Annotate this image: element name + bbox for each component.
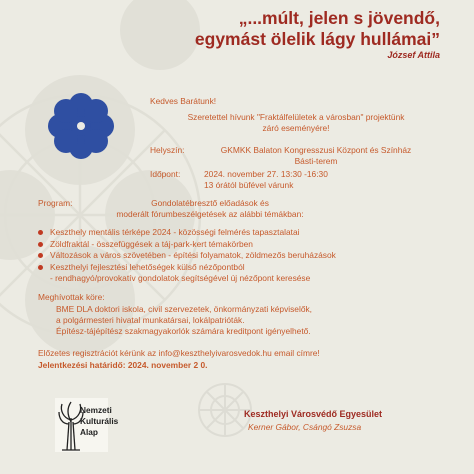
time-label: Időpont: <box>150 169 181 179</box>
program-label: Program: <box>38 198 73 208</box>
bullet-icon <box>38 265 43 270</box>
nka-logo-text <box>80 405 118 438</box>
program-line-1: Gondolatébresztő előadások és <box>151 198 269 208</box>
invited-line: BME DLA doktori iskola, civil szervezetek, önkormányzati képviselők, <box>56 304 313 314</box>
venue-value <box>196 145 436 166</box>
invited-line: Építész-tájépítész szakmagyakorlók számára kreditpont igényelhető. <box>56 326 311 336</box>
logo-line-3: Alap <box>80 427 98 437</box>
program-line-2: moderált fórumbeszélgetések az alábbi témákban: <box>116 208 304 219</box>
quote <box>195 8 440 50</box>
time-line-2: 13 órától büfével várunk <box>204 179 294 190</box>
organizer-name: Keszthelyi Városvédő Egyesület <box>244 409 383 419</box>
bullet-icon <box>38 242 43 247</box>
quote-line-1: „...múlt, jelen s jövendő, <box>238 8 440 28</box>
invited-list <box>56 304 312 337</box>
program-intro <box>95 198 325 219</box>
invitation <box>146 112 446 133</box>
greeting: Kedves Barátunk! <box>150 96 217 106</box>
logo-line-2: Kulturális <box>80 416 119 426</box>
venue-label: Helyszín: <box>150 145 185 155</box>
time-line-1: 2024. november 27. 13:30 -16:30 <box>204 169 328 179</box>
list-item <box>38 239 336 251</box>
deadline-date: 2024. november 2 0. <box>127 360 208 370</box>
topic-text: Keszthelyi fejlesztési lehetőségek külső nézőpontból <box>50 261 245 272</box>
time-value <box>204 169 328 190</box>
list-item <box>38 227 336 239</box>
quote-line-2: egymást ölelik lágy hullámai” <box>194 29 440 49</box>
invited-line: a polgármesteri hivatal munkatársai, lokálpatrióták. <box>56 315 245 325</box>
topic-list <box>38 227 336 285</box>
list-item-continuation: - rendhagyó/provokatív gondolatok segítségével új nézőpont keresése <box>50 273 311 284</box>
topic-text: Változások a város szövetében - építési folyamatok, zöldmezős beruházások <box>50 250 336 261</box>
venue-line-2: Básti-terem <box>294 155 338 166</box>
list-item <box>38 250 336 262</box>
topic-text: Zöldfraktál - összefüggések a táj-park-kert témakörben <box>50 238 253 249</box>
venue-line-1: GKMKK Balaton Kongresszusi Központ és Színház <box>220 145 412 155</box>
invitation-line-2: záró eseményére! <box>262 122 330 133</box>
blue-flower-icon <box>47 92 115 160</box>
list-item <box>38 262 336 274</box>
logo-line-1: Nemzeti <box>80 405 112 415</box>
bullet-icon <box>38 230 43 235</box>
registration-text: Előzetes regisztrációt kérünk az info@keszthelyivarosvedok.hu email címre! <box>38 348 320 358</box>
organizer-people: Kerner Gábor, Csángó Zsuzsa <box>248 422 362 432</box>
quote-author: József Attila <box>387 50 440 60</box>
registration-deadline <box>38 360 207 371</box>
topic-text: Keszthely mentális térképe 2024 - közösségi felmérés tapasztalatai <box>50 227 300 237</box>
invited-heading: Meghívottak köre: <box>38 292 105 302</box>
deadline-label: Jelentkezési határidő: <box>38 360 126 370</box>
invitation-line-1: Szeretettel hívunk "Fraktálfelületek a városban" projektünk <box>187 112 405 122</box>
bullet-icon <box>38 253 43 258</box>
